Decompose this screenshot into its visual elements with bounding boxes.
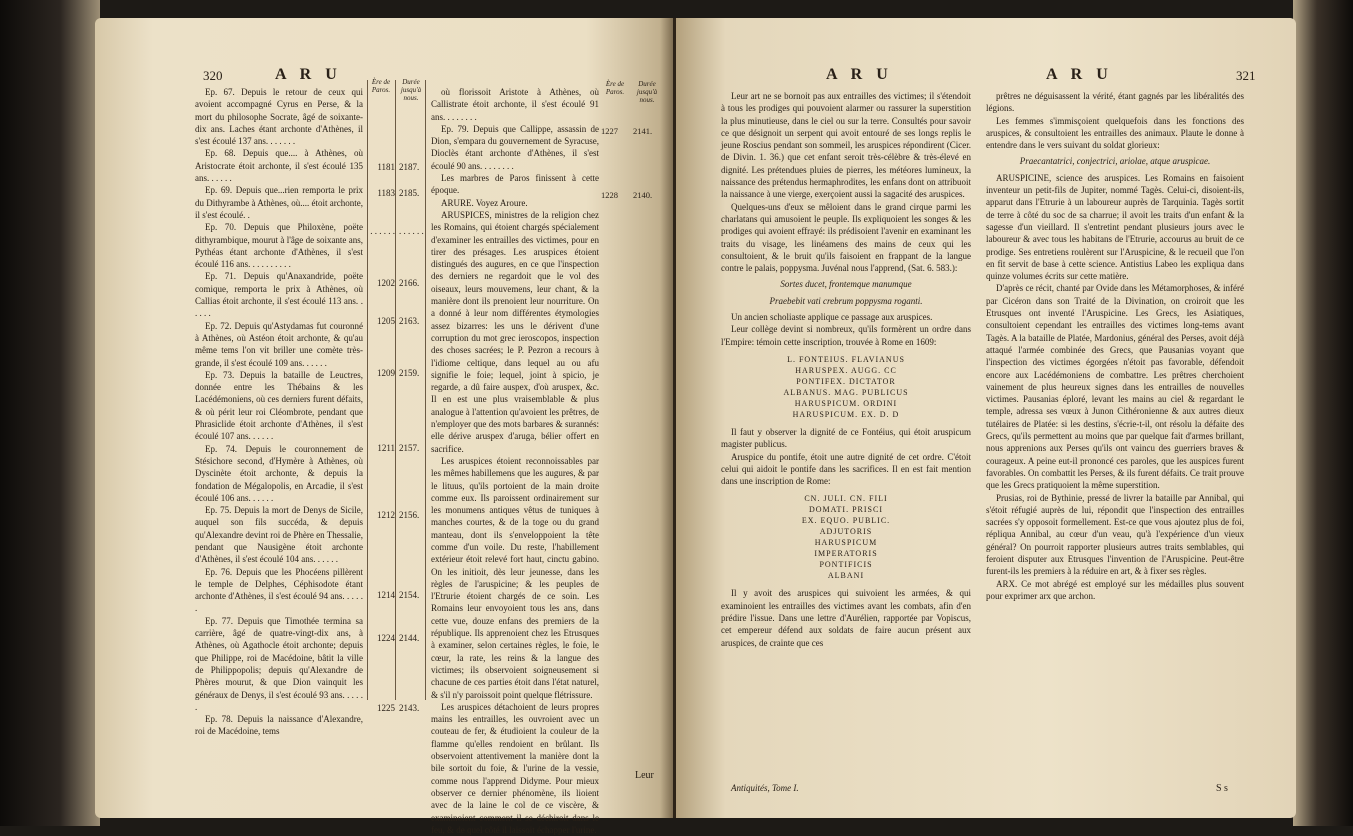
paragraph: Ep. 75. Depuis la mort de Denys de Sicile, auquel son fils succéda, & depuis qu'Alexandre devint roi de Phère en Thessalie, pendant que Nausigène étoit archonte d'Athènes, il s'est écoulé 104 ans. . . . . .: [195, 505, 363, 565]
paragraph: prêtres ne déguisassent la vérité, étant gagnés par les libéralités des légions.: [986, 91, 1244, 114]
inscription-1: L. FONTEIUS. FLAVIANUS HARUSPEX. AUGG. CC PONTIFEX. DICTATOR ALBANUS. MAG. PUBLICUS HARUSPICUM. ORDINI HARUSPICUM. EX. D. D: [783, 354, 909, 419]
running-head: A R U: [1046, 66, 1113, 83]
paragraph: Leur art ne se bornoit pas aux entrailles des victimes; il s'étendoit à tous les prodiges qui pouvoient alarmer ou rassurer la superstition la plus minutieuse, dans le ciel ou sur la terre. Consultés pour savoir ce que désignoit un serpent qui avoit entouré de ses longs replis le jeune Roscius pendant son sommeil, les aruspices répondirent (Cicer. de Divin. 1. 36.) que cet enfant seroit très-célèbre & très-élevé en dignité. Les prétendues pluies de pierres, les météores lumineux, la naissance des prétendus hermaphrodites, les enfans dont on attribuoit la naissance à une vierge, exerçoient aussi la sagacité des aruspices.: [721, 91, 971, 200]
paragraph: Ep. 78. Depuis la naissance d'Alexandre, roi de Macédoine, tems: [195, 714, 363, 737]
paragraph: Il faut y observer la dignité de ce Fontéius, qui étoit aruspicum magister publicus.: [721, 426, 971, 450]
paragraph: Un ancien scholiaste applique ce passage aux aruspices.: [731, 312, 933, 323]
paragraph: Ep. 77. Depuis que Timothée termina sa carrière, âgé de quatre-vingt-dix ans, à Athènes, où Agathocle étoit archonte; depuis que Philippe, roi de Macédoine, bâtit la ville de Philippopolis; depuis qu'Alexandre de Phères mourut, & que Dion vainquit les généraux de Denys, il s'est écoulé 93 ans. . . . . .: [195, 615, 363, 712]
paragraph: Prusias, roi de Bythinie, pressé de livrer la bataille par Annibal, qui s'étoit réfugié auprès de lui, répondit que l'inspection des entrailles sacrées s'y opposoit formellement. Est-ce que vous ajoutez plus de foi, répliqua Annibal, au cœur d'un veau, qu'à l'expérience d'un vieux général? On pourroit rapporter plusieurs autres traits semblables, qui feroient disputer aux Etrusques l'invention de l'Aruspicine. Peut-être furent-ils les premiers à la réduire en art, & à fixer ses règles.: [986, 492, 1244, 577]
paragraph: Ep. 69. Depuis que...rien remporta le prix du Dithyrambe à Athènes, où.... étoit archonte, il s'est écoulé. .: [195, 185, 363, 220]
running-head: A R U: [275, 66, 342, 83]
paragraph: Les femmes s'immisçoient quelquefois dans les fonctions des aruspices, & consultoient les entrailles des animaux. Plaute le donne à entendre dans le vers suivant du soldat glorieux:: [986, 115, 1244, 151]
paragraph: ARURE. Voyez Aroure.: [441, 197, 528, 208]
verse: Praecantatrici, conjectrici, ariolae, atque aruspicae.: [1019, 156, 1211, 167]
paragraph: Ep. 74. Depuis le couronnement de Stésichore second, d'Hymère à Athènes, où Dyscinète étoit archonte, & depuis la fondation de Mégalopolis, en Arcadie, il s'est écoulé 106 ans. . . . . .: [195, 443, 363, 503]
date-table: Ère de Paros. Durée jusqu'à nous. 1181 2187. 1183 2185. . . . . . . . . . . . . 1202 2166. 1205 2163. 1209 2159. 1211 2157. 1212 2156. 1214 2154. 1224 2144. 1225 2143.: [367, 78, 427, 678]
right-book-edge: [1293, 0, 1353, 826]
paragraph: Quelques-uns d'eux se mêloient dans le grand cirque parmi les charlatans qui amusoient le peuple. Ils expliquoient les songes & les prodiges qui avoient effrayé: ils prédisoient l'avenir en examinant les traits du visage, les linéamens des mains de ceux qui les consultoient, & le bruit qu'ils faisoient en frappant de la langue contre le palais, poppysma. Juvénal nous l'apprend, (Sat. 6. 583.):: [721, 201, 971, 274]
inscription-2: CN. JULI. CN. FILI DOMATI. PRISCI EX. EQUO. PUBLIC. ADJUTORIS HARUSPICUM IMPERATORIS PONTIFICIS ALBANI: [801, 494, 891, 581]
date-header-duree: Durée jusqu'à nous.: [400, 78, 422, 102]
paragraph: Ep. 68. Depuis que.... à Athènes, où Aristocrate étoit archonte, il s'est écoulé 135 ans. . . . . .: [195, 148, 363, 184]
page-number: 321: [1236, 68, 1256, 83]
paragraph: ARUSPICINE, science des aruspices. Les Romains en faisoient inventeur un petit-fils de Jupiter, nommé Tagès. Celui-ci, disoient-ils, apparut dans l'Etrurie à un laboureur auprès de Tarquinia. Tagès sortit de terre à côté du soc de sa charrue; il avoit les traits d'un enfant & la sagesse d'un vieillard. Il s'entretint pendant plusieurs jours avec le laboureur & avec tous les habitans de l'Etrurie, accourus au bruit de ce prodige. Ses entretiens roulèrent sur l'Aruspicine, & le recueil que l'on en fit servit de base à cette science. Antistius Labeo les expliqua dans quinze volumes écrits sur cette matière.: [986, 172, 1244, 282]
date-header-paros: Ère de Paros.: [371, 78, 391, 94]
right-page: [676, 18, 1296, 818]
paragraph: Ep. 79. Depuis que Callippe, assassin de Dion, s'empara du gouvernement de Syracuse, Dioclès étant archonte d'Athènes, il s'est écoulé 90 ans. . . . . . . .: [431, 123, 599, 171]
paragraph: Ep. 67. Depuis le retour de ceux qui avoient accompagné Cyrus en Perse, & la mort du philosophe Socrate, âgé de soixante-dix ans. Laches étant archonte d'Athènes, il s'est écoulé 137 ans. . . . . . .: [195, 87, 363, 147]
paragraph: D'après ce récit, chanté par Ovide dans les Métamorphoses, & inféré par Cicéron dans son Traité de la Divination, on croiroit que les Etrusques ont inventé l'Aruspicine. Les Grecs, les Asiatiques, consultoient cependant les entrailles des victimes long-tems avant Tagès. A la bataille de Platée, Mardonius, général des Perses, avoit déjà attaqué l'armée combinée des Grecs, que Pausanias voyant que l'inspection des victimes égorgées n'étoit pas favorable, défendoit encore aux Lacédémoniens de combattre. Les prêtres cherchoient vainement de plus heureux signes dans les entrailles de nouvelles victimes. Pausanias éploré, levant les mains au ciel & regardant le temple, adressa ses vœux à Junon Cithéronienne & aux autres dieux tutélaires de Platée: si les destins, s'écrie-t-il, ont résolu la défaite des Grecs, qu'ils permettent au moins que par quelque fait d'armes brillant, nous apprenions aux Perses qu'ils ont vaincu des guerriers braves & courageux. A peine eut-il prononcé ces paroles, que les auspices furent favorables. On combattit les Perses, & ils furent défaits. Ce trait prouve que les Grecs pratiquoient la même superstition.: [986, 283, 1244, 491]
left-book-edge: [0, 0, 100, 826]
paragraph: Ep. 73. Depuis la bataille de Leuctres, donnée entre les Thébains & les Lacédémoniens, où ces derniers furent défaits, & où périt leur roi Cléombrote, pendant que Phrasiclide étoit archonte d'Athènes, il s'est écoulé 107 ans. . . . . .: [195, 369, 363, 442]
running-head: A R U: [826, 66, 893, 83]
volume-signature: Antiquités, Tome I.: [731, 783, 799, 793]
paragraph: Les aruspices étoient reconnoissables par les mêmes habillemens que les augures, & par le lituus, qu'ils portoient de la main droite comme eux. Ils paroissent ordinairement sur les monumens antiques vêtus de tuniques à manches courtes, & de la toge ou du grand manteau, dont ils s'enveloppoient la tête comme d'un voile. Du reste, l'habillement extérieur étoit relevé fort haut, cinctu gabino. On les initioit, dès leur jeunesse, dans les règles de l'aruspicine; & les peuples de l'Etrurie étoient chargés de ce soin. Les Romains leur envoyoient tous les ans, dans cette vue, douze enfans des premiers de la république. Ils apprenoient chez les Etrusques à examiner, selon certaines règles, le foie, le cœur, la rate, les reins & la langue des victimes; ils observoient soigneusement si chacune de ces parties étoit dans l'état naturel, & s'il n'y paroissoit point quelque flétrissure.: [431, 455, 599, 700]
paragraph: Aruspice du pontife, étoit une autre dignité de cet ordre. C'étoit celui qui aidoit le pontife dans les sacrifices. Il en est fait mention dans une inscription de Rome:: [721, 451, 971, 487]
paragraph: Les marbres de Paros finissent à cette époque.: [431, 173, 599, 196]
paragraph: Ep. 71. Depuis qu'Anaxandride, poëte comique, remporta le prix à Athènes, où Callias étoit archonte, il s'est écoulé 113 ans. . . . . .: [195, 271, 363, 319]
article-column: [431, 86, 599, 835]
paragraph: ARUSPICES, ministres de la religion chez les Romains, qui étoient chargés spécialement d'examiner les entrailles des victimes, pour en tirer des présages. Les aruspices étoient distingués des augures, en ce que l'inspection des derniers ne regardoit que le vol des oiseaux, leurs mouvemens, leur chant, & la manière dont ils prenoient leur nourriture. On a donné à leur nom différentes étymologies assez bizarres: les uns le dérivent d'une corruption du mot grec ieroscopos, inspection des choses sacrées; le P. Pezron a recours à l'idiome celtique, dans lequel au ou afu signifie le foie; lequel, joint à spicio, je regarde, a dû faire auspex, d'où aruspex, &c. Il en est une plus vraisemblable & plus analogue à l'attention qu'avoient les prêtres, de n'employer que des mots barbares & surannés: elle dérive aruspex d'aruga, bélier offert en sacrifice.: [431, 209, 599, 454]
verse: Sortes ducet, frontemque manumque: [780, 279, 912, 290]
paragraph: Ep. 72. Depuis qu'Astydamas fut couronné à Athènes, où Astéon étoit archonte, & qu'au même tems l'on vit briller une comète très-grande, il s'est écoulé 109 ans. . . . . .: [195, 320, 363, 368]
paragraph: ARX. Ce mot abrégé est employé sur les médailles plus souvent pour exprimer arx que archon.: [986, 578, 1244, 601]
signature-mark: S s: [1216, 783, 1228, 794]
page-number: 320: [203, 68, 223, 83]
right-column: [986, 90, 1244, 780]
catchword: Leur: [635, 770, 654, 781]
paragraph: Les aruspices détachoient de leurs propres mains les entrailles, les ouvroient avec un couteau de fer, & étudioient la couleur de la flamme qu'elles rendoient en brûlant. Ils observoient attentivement la manière dont la bile sortoit du foie, & l'urine de la vessie, comme nous l'apprend Didyme. Pour mieux observer ce dernier phénomène, ils lioient avec de la laine le col de ce viscère, & examinoient comment il se déchiroit dans le feu, & de quel côté il laissoit échapper l'urine.: [431, 701, 599, 835]
paragraph: Ep. 70. Depuis que Philoxène, poëte dithyrambique, mourut à l'âge de soixante ans, Pythéas étant archonte d'Athènes, il s'est écoulé 116 ans. . . . . . . . . .: [195, 222, 363, 270]
epoch-column: [195, 86, 363, 791]
left-column: [721, 90, 971, 780]
left-page: 320 A R U Ep. 67. Depuis le retour de ceux qui avoient accompagné Cyrus en Perse, & la mort du philosophe Socrate, âgé de soixante-dix ans. Laches étant archonte d'Athènes, il s'est écoulé 137 ans. . . . . . . Ep. 68. Depuis que.... à Athènes, où Aristocrate étoit archonte, il s'est écoulé 135 ans. . . . . . Ep. 69. Depuis que...rien remporta le prix du Dithyrambe à Athènes, où.... étoit archonte, il s'est écoulé. . Ep. 70. Depuis que Philoxène, poëte dithyrambique, mourut à l'âge de soixante ans, Pythéas étant archonte d'Athènes, il s'est écoulé 116 ans. . . . . . . . . . Ep. 71. Depuis qu'Anaxandride, poëte comique, remporta le prix à Athènes, où Callias étoit archonte, il s'est écoulé 113 ans. . . . . . Ep. 72. Depuis qu'Astydamas fut couronné à Athènes, où Astéon étoit archonte, & qu'au même tems l'on vit briller une comète très-grande, il s'est écoulé 109 ans. . . . . . Ep. 73. Depuis la bataille de Leuctres, donnée entre les Thébains & les Lacédémoniens, où ces derniers furent défaits, & où périt leur roi Cléombrote, pendant que Phrasiclide étoit archonte d'Athènes, il s'est écoulé 107 ans. . . . . . Ep. 74. Depuis le couronnement de Stésichore second, d'Hymère à Athènes, où Dyscinète étoit archonte, & depuis la fondation de Mégalopolis, en Arcadie, il s'est écoulé 106 ans. . . . . . Ep. 75. Depuis la mort de Denys de Sicile, auquel son fils succéda, & depuis qu'Alexandre devint roi de Phère en Thessalie, pendant que Nausigène étoit archonte d'Athènes, il s'est écoulé 104 ans. . . . . . Ep. 76. Depuis que les Phocéens pillèrent le temple de Delphes, Céphisodote étant archonte d'Athènes, il s'est écoulé 94 ans. . . . . . Ep. 77. Depuis que Timothée termina sa carrière, âgé de quatre-vingt-dix ans, à Athènes, où Agathocle étoit archonte; depuis que Philippe, roi de Macédoine, bâtit la ville de Philippopolis; depuis qu'Alexandre de Phères mourut, & que Dion vainquit les généraux de Denys, il s'est écoulé 93 ans. . . . . . Ep. 78. Depuis la naissance d'Alexandre, roi de Macédoine, tems Ère de Paros. Durée jusqu'à nous. 1181 2187. 1183 2185. . . . . . . . . . . . . 1202 2166. 1205 2163. 1209 2159. 1211 2157. 1212 2156. 1214 2154. 1224 2144. 1225 2143. où florissoit Aristote à Athènes, où Callistrate étoit archonte, il s'est écoulé 91 ans. . . . . . . . Ep. 79. Depuis que Callippe, assassin de Dion, s'empara du gouvernement de Syracuse, Dioclès étant archonte d'Athènes, il s'est écoulé 90 ans. . . . . . . . Les marbres de Paros finissent à cette époque. ARURE. Voyez Aroure. ARUSPICES, ministres de la religion chez les Romains, qui étoient chargés spécialement d'examiner les entrailles des victimes, pour en tirer des présages. Les aruspices étoient distingués des augures, en ce que l'inspection des derniers ne regardoit que le vol des oiseaux, leurs mouvemens, leur chant, & la manière dont ils prenoient leur nourriture. On a donné à leur nom différentes étymologies assez bizarres: les uns le dérivent d'une corruption du mot grec ieroscopos, inspection des choses sacrées; le P. Pezron a recours à l'idiome celtique, dans lequel au ou afu signifie le foie; lequel, joint à spicio, je regarde, a dû faire auspex, d'où aruspex, &c. Il en est une plus vraisemblable & plus analogue à l'attention qu'avoient les prêtres, de n'employer que des mots barbares & surannés: elle dérive aruspex d'aruga, bélier offert en sacrifice. Les aruspices étoient reconnoissables par les mêmes habillemens que les augures, & par le lituus, qu'ils portoient de la main droite comme eux. Ils paroissent ordinairement sur les monumens antiques vêtus de tuniques à manches courtes, & de la toge ou du grand manteau, dont ils s'enveloppoient la tête comme d'un voile. Du reste, l'habillement extérieur étoit relevé fort haut, cinctu gabino. On les initioit, dès leur jeunesse, dans les règles de l'aruspicine; & les peuples de l'Etrurie étoient chargés de ce soin. Les Romains leur envoyoient tous les ans, dans cette vue, douze enfans des premiers de la république. Ils apprenoient chez les Etrusques à examiner, selon certaines règles, le foie, le cœur, la rate, les reins & la langue des victimes; ils observoient soigneusement si chacune de ces parties étoit dans l'état naturel, & s'il n'y paroissoit point quelque flétrissure. Les aruspices détachoient de leurs propres mains les entrailles, les ouvroient avec un couteau de fer, & étudioient la couleur de la flamme qu'elles rendoient en brûlant. Ils observoient attentivement la manière dont la bile sortoit du foie, & l'urine de la vessie, comme nous l'apprend Didyme. Pour mieux observer ce dernier phénomène, ils lioient avec de la laine le col de ce viscère, & examinoient comment il se déchiroit dans le feu, & de quel côté il laissoit échapper l'urine. Ère de Paros. Durée jusqu'à nous. 1227 2141. 1228 2140. Leur: [95, 18, 673, 818]
paragraph: Leur collège devint si nombreux, qu'ils formèrent un ordre dans l'Empire: témoin cette inscription, trouvée à Rome en 1609:: [721, 324, 971, 347]
paragraph: où florissoit Aristote à Athènes, où Callistrate étoit archonte, il s'est écoulé 91 ans. . . . . . . .: [431, 87, 599, 122]
verse: Praebebit vati crebrum poppysma roganti.: [769, 295, 923, 306]
paragraph: Il y avoit des aruspices qui suivoient les armées, & qui examinoient les entrailles des victimes avant les combats, afin d'en prédire l'issue. Dans une lettre d'Aurélien, rapportée par Vopiscus, cet empereur défend aux soldats de faire aucun présent aux aruspices, de crainte que ces: [721, 588, 971, 648]
paragraph: Ep. 76. Depuis que les Phocéens pillèrent le temple de Delphes, Céphisodote étant archonte d'Athènes, il s'est écoulé 94 ans. . . . . .: [195, 566, 363, 614]
